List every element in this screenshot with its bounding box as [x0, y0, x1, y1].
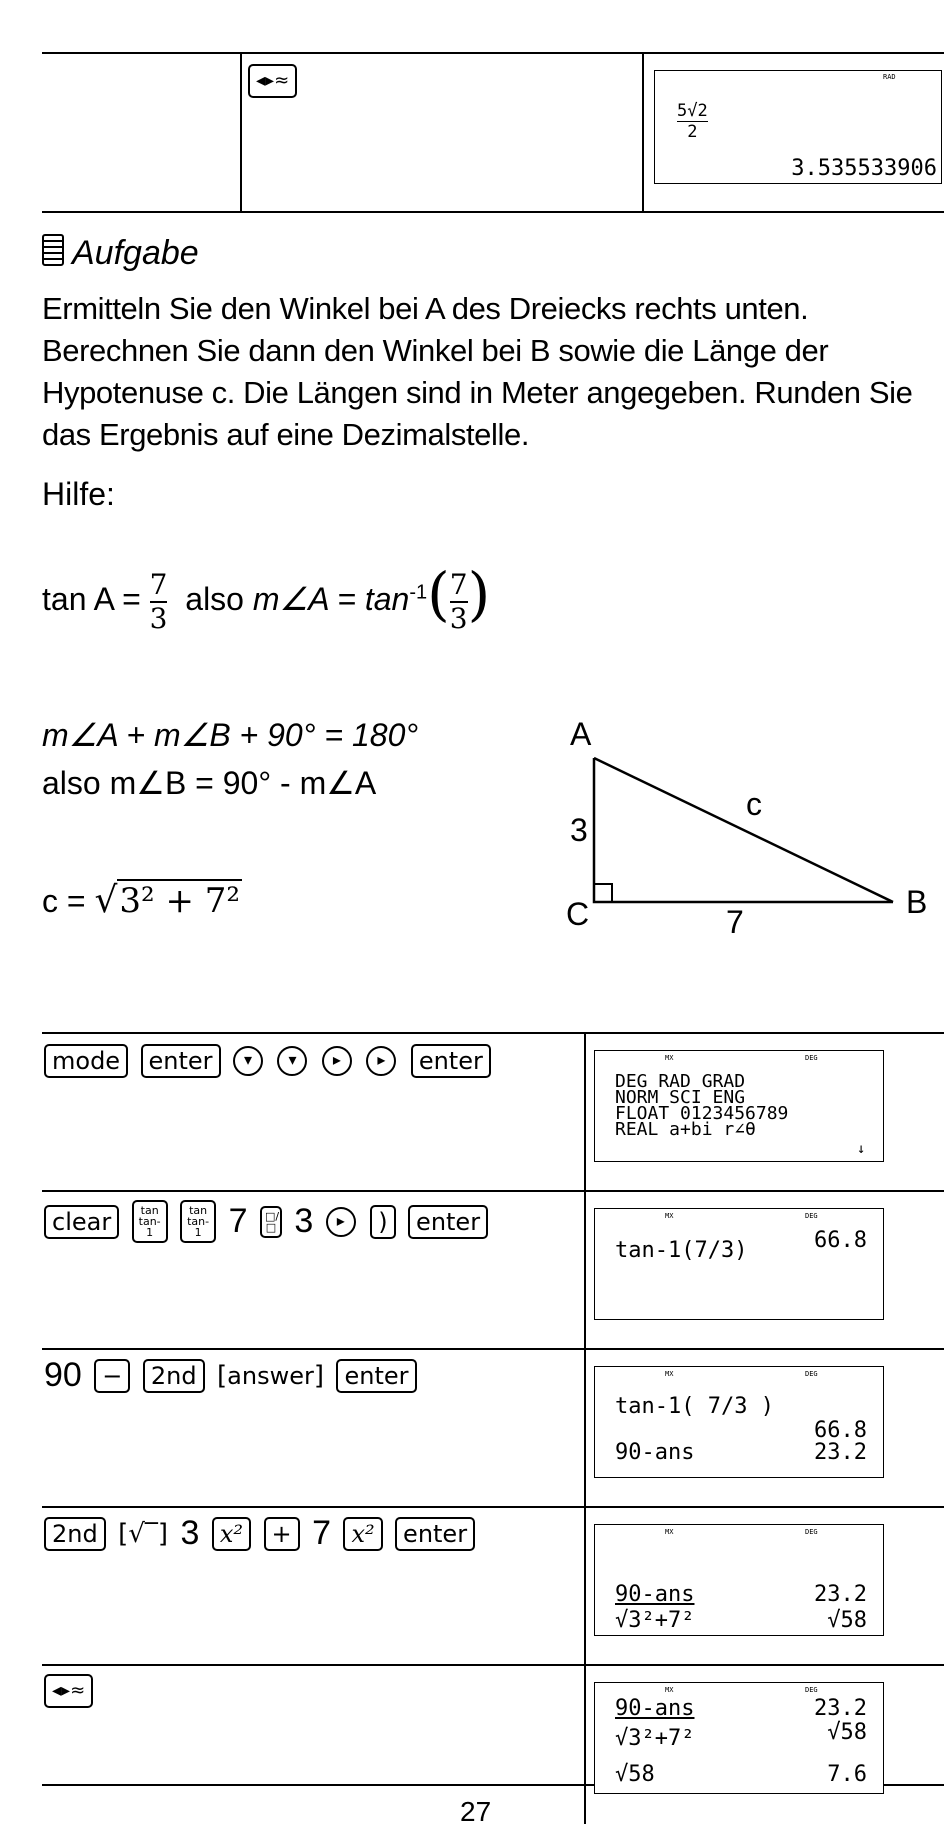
page-number: 27: [460, 1796, 492, 1827]
minus-key: −: [94, 1359, 130, 1393]
step-1-screen: [594, 1050, 884, 1162]
tan-m: m∠A = tan: [252, 581, 410, 617]
tan-sup: -1: [409, 581, 428, 604]
task-heading-text: Aufgabe: [72, 234, 199, 272]
step-1-keys: [44, 1044, 499, 1078]
c-prefix: c =: [42, 883, 86, 919]
status-right: DEG: [805, 1370, 818, 1378]
screen-result: 3.535533906: [791, 156, 937, 181]
enter-key: enter: [141, 1044, 221, 1078]
right-angle-marker: [594, 884, 612, 902]
enter-key: enter: [411, 1044, 491, 1078]
tan-arc-fraction: [450, 569, 468, 635]
tan-arc-num: 7: [449, 567, 468, 601]
second-key: 2nd: [44, 1517, 106, 1551]
step-3-keys: [44, 1356, 425, 1395]
answer-key: [answer]: [217, 1360, 325, 1391]
status-right: DEG: [805, 1686, 818, 1694]
screen-result: 66.8: [814, 1228, 867, 1253]
approx-key: ◂▸≈: [248, 64, 297, 98]
status-left: MX: [665, 1054, 674, 1062]
clear-key: clear: [44, 1205, 119, 1239]
status-right: DEG: [805, 1212, 818, 1220]
sqrt-key: [√‾]: [118, 1518, 169, 1549]
vertex-a-label: A: [570, 716, 592, 752]
steps-divider-3: [42, 1506, 944, 1508]
digit-3: 3: [294, 1202, 314, 1240]
steps-border-top: [42, 1032, 944, 1034]
tan-also: also: [185, 581, 244, 617]
digit-7: 7: [228, 1202, 248, 1240]
number-90: 90: [44, 1356, 82, 1394]
step-4-keys: [44, 1514, 483, 1553]
top-row-screen: [654, 70, 942, 184]
mode-line-3: FLOAT 0123456789: [615, 1103, 789, 1124]
steps-divider-2: [42, 1348, 944, 1350]
line-3-expr: √58: [615, 1762, 655, 1787]
status-left: MX: [665, 1528, 674, 1536]
side-3-label: 3: [570, 812, 588, 848]
right-arrow-icon: ▸: [366, 1046, 396, 1076]
square-key: x²: [343, 1517, 382, 1551]
tan-key: tan tan-1: [132, 1200, 168, 1243]
hypotenuse-label: c: [746, 786, 762, 822]
triangle-diagram: [560, 710, 950, 940]
line-1-expr: 90-ans: [615, 1696, 695, 1721]
triangle-hypotenuse: [594, 758, 893, 902]
square-key: x²: [212, 1517, 251, 1551]
status-left: MX: [665, 1686, 674, 1694]
enter-key: enter: [336, 1359, 416, 1393]
steps-column-divider: [584, 1032, 586, 1824]
sqrt-label: √‾: [128, 1518, 158, 1549]
top-table-border-top: [42, 52, 944, 54]
down-arrow-icon: ▾: [233, 1046, 263, 1076]
step-2-screen: [594, 1208, 884, 1320]
screen-expr: tan-1(7/3): [615, 1238, 748, 1263]
approx-key: ◂▸≈: [44, 1674, 93, 1708]
mode-line-2: NORM SCI ENG: [615, 1087, 746, 1108]
mode-line-1: DEG RAD GRAD: [615, 1071, 746, 1092]
status-right: DEG: [805, 1528, 818, 1536]
steps-divider-4: [42, 1664, 944, 1666]
tan-arc-den: 3: [449, 601, 468, 635]
enter-key: enter: [395, 1517, 475, 1551]
vertex-b-label: B: [906, 884, 928, 920]
hypotenuse-formula: c = √3² + 7²: [42, 880, 241, 921]
line-3-result: 7.6: [827, 1762, 867, 1787]
step-2-keys: [44, 1200, 496, 1243]
screen-fraction: [677, 101, 708, 142]
vertex-c-label: C: [566, 896, 590, 932]
tan-key: tan tan-1: [180, 1200, 216, 1243]
status-left: MX: [665, 1212, 674, 1220]
fraction-key: □/□: [260, 1206, 282, 1238]
status-left: MX: [665, 1370, 674, 1378]
calculator-icon: [42, 234, 64, 266]
status-right: DEG: [805, 1054, 818, 1062]
line-2-expr: √3²+7²: [615, 1726, 695, 1751]
enter-key: enter: [408, 1205, 488, 1239]
step-5-keys: [44, 1674, 101, 1708]
angle-sum-formula: m∠A + m∠B + 90° = 180°: [42, 717, 419, 753]
line-1-result: 23.2: [814, 1582, 867, 1607]
c-expr: 3² + 7²: [119, 881, 241, 921]
second-key: 2nd: [143, 1359, 205, 1393]
line-2-result: 23.2: [814, 1440, 867, 1465]
tan-formula: tan A = $\frac{7}{3}$ also m∠A = $\tan^{-1}$( $\frac{7}{3}$ ): [42, 560, 491, 635]
mode-key: mode: [44, 1044, 128, 1078]
down-arrow-icon: ▾: [277, 1046, 307, 1076]
line-2-expr: √3²+7²: [615, 1608, 695, 1633]
line-2-result: √58: [827, 1608, 867, 1633]
step-5-screen: [594, 1682, 884, 1794]
plus-key: +: [264, 1517, 300, 1551]
top-table-divider-1: [240, 52, 242, 213]
top-table-divider-2: [642, 52, 644, 213]
line-2-expr: 90-ans: [615, 1440, 695, 1465]
steps-divider-1: [42, 1190, 944, 1192]
hint-label: Hilfe:: [42, 476, 115, 512]
step-4-screen: [594, 1524, 884, 1636]
scroll-down-icon: ↓: [857, 1141, 866, 1157]
step-3-screen: [594, 1366, 884, 1478]
line-2-result: √58: [827, 1720, 867, 1745]
line-1-result: 66.8: [814, 1418, 867, 1443]
top-table-border-bottom: [42, 211, 944, 213]
digit-3: 3: [180, 1514, 200, 1552]
mode-line-4: REAL a+bi r∠θ: [615, 1119, 756, 1140]
tan-fraction: [150, 569, 168, 635]
tan-den: 3: [149, 601, 168, 635]
fraction-numerator: 5√2: [677, 101, 708, 121]
status-rad: RAD: [883, 73, 896, 81]
fraction-denominator: 2: [687, 122, 698, 142]
top-row-keys: [248, 64, 305, 98]
right-arrow-icon: ▸: [322, 1046, 352, 1076]
line-1-expr: tan-1( 7/3 ): [615, 1394, 774, 1419]
task-text: Ermitteln Sie den Winkel bei A des Dreiecks rechts unten. Berechnen Sie dann den Winkel bei B sowie die Länge der Hypotenuse c. Die Längen sind in Meter angegeben. Runden Sie das Ergebnis auf eine Dezimalstelle.: [42, 291, 913, 452]
tan-num: 7: [149, 567, 168, 601]
tan-prefix: tan A =: [42, 581, 141, 617]
close-paren-key: ): [370, 1205, 395, 1239]
side-7-label: 7: [726, 904, 744, 940]
answer-label: answer: [227, 1361, 314, 1390]
line-1-expr: 90-ans: [615, 1582, 695, 1607]
right-arrow-icon: ▸: [326, 1207, 356, 1237]
line-1-result: 23.2: [814, 1696, 867, 1721]
task-heading: [42, 234, 199, 273]
digit-7: 7: [312, 1514, 331, 1552]
angle-b-formula: also m∠B = 90° - m∠A: [42, 765, 377, 801]
